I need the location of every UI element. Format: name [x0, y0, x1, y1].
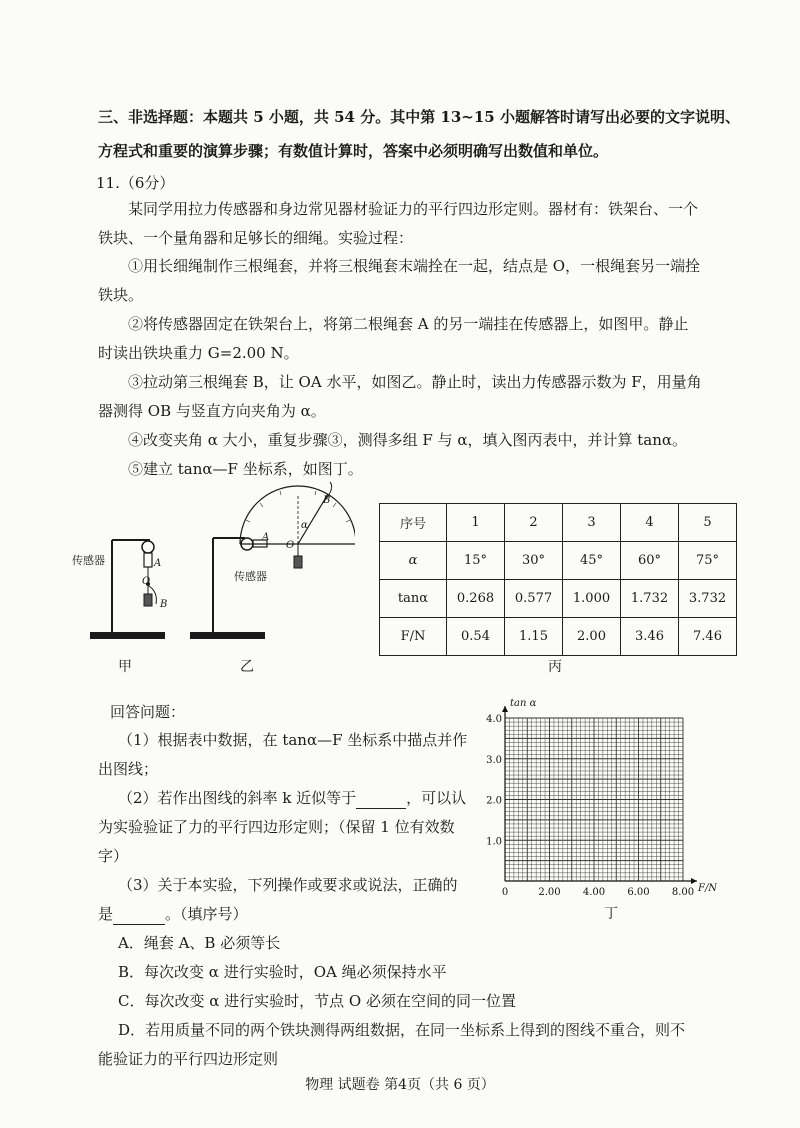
table-cell: F/N	[380, 618, 447, 656]
q2-line2: 为实验验证了力的平行四边形定则；（保留 1 位有效数	[98, 818, 455, 836]
step5-line: ⑤建立 tanα—F 坐标系，如图丁。	[128, 460, 363, 478]
x-tick-label: 6.00	[627, 887, 650, 898]
option-c: C．每次改变 α 进行实验时，节点 O 必须在空间的同一位置	[118, 992, 516, 1010]
q2-answer-blank[interactable]	[356, 788, 406, 809]
q3-text-pre: 是	[98, 905, 114, 923]
table-cell: 序号	[380, 504, 447, 542]
table-row	[380, 618, 737, 656]
graph-axes	[502, 706, 697, 884]
graph-grid	[505, 718, 683, 881]
step3-line1: ③拉动第三根绳套 B，让 OA 水平，如图乙。静止时，读出力传感器示数为 F，用量角	[128, 373, 702, 391]
figure-yi-label-alpha: α	[301, 520, 308, 531]
table-cell: α	[380, 542, 447, 580]
table-cell: 60°	[621, 542, 679, 580]
figure-yi-sensor-label: 传感器	[234, 570, 267, 583]
option-d-line2: 能验证力的平行四边形定则	[98, 1050, 279, 1068]
q3-line1: （3）关于本实验，下列操作或要求或说法，正确的	[118, 876, 458, 894]
figure-ding-caption: 丁	[604, 906, 618, 922]
option-d-line1: D．若用质量不同的两个铁块测得两组数据，在同一坐标系上得到的图线不重合，则不	[118, 1021, 686, 1039]
table-cell: 0.577	[505, 580, 563, 618]
table-row	[380, 542, 737, 580]
table-cell: 3.732	[679, 580, 737, 618]
q1-line2: 出图线；	[98, 760, 159, 778]
x-tick-label: 0	[501, 887, 509, 898]
q2-text-pre: （2）若作出图线的斜率 k 近似等于	[118, 789, 357, 807]
x-tick-label: 2.00	[538, 887, 561, 898]
option-a: A．绳套 A、B 必须等长	[118, 934, 281, 952]
x-tick-label: 4.00	[582, 887, 606, 898]
graph-tick-labels	[486, 714, 694, 898]
figure-jia-diagram	[70, 520, 180, 645]
table-cell: 3.46	[621, 618, 679, 656]
q3-line2	[98, 904, 248, 925]
figure-jia-label-O: O	[142, 576, 151, 587]
question-number: 11.（6分）	[96, 174, 175, 192]
table-cell: 3	[563, 504, 621, 542]
table-cell: 4	[621, 504, 679, 542]
x-axis-arrow	[691, 878, 697, 884]
step4-line: ④改变夹角 α 大小，重复步骤③，测得多组 F 与 α，填入图丙表中，并计算 tanα。	[128, 431, 688, 449]
q2-line1	[118, 788, 466, 809]
y-tick-label: 4.0	[486, 714, 502, 725]
q3-answer-blank[interactable]	[113, 904, 165, 925]
figure-yi-caption: 乙	[240, 659, 254, 675]
table-header-row	[380, 504, 737, 542]
table-cell: 2	[505, 504, 563, 542]
graph-x-axis-label: F/N	[698, 883, 718, 894]
q1-line1: （1）根据表中数据，在 tanα—F 坐标系中描点并作	[118, 731, 468, 749]
section-header-line2: 方程式和重要的演算步骤；有数值计算时，答案中必须明确写出数值和单位。	[98, 142, 609, 160]
table-cell: 1.15	[505, 618, 563, 656]
y-tick-label: 3.0	[486, 754, 502, 766]
intro-line1: 某同学用拉力传感器和身边常见器材验证力的平行四边形定则。器材有：铁架台、一个	[128, 200, 699, 218]
table-cell: 1	[447, 504, 505, 542]
answers-intro: 回答问题：	[110, 703, 186, 721]
q3-text-post: 。（填序号）	[165, 905, 248, 923]
section-header-line1: 三、非选择题：本题共 5 小题，共 54 分。其中第 13~15 小题解答时请写出必要的文字说明、	[98, 108, 740, 126]
table-cell: 1.732	[621, 580, 679, 618]
step1-line2: 铁块。	[98, 286, 144, 304]
step2-line2: 时读出铁块重力 G=2.00 N。	[98, 344, 299, 362]
q2-line3: 字）	[98, 847, 129, 865]
option-b: B．每次改变 α 进行实验时，OA 绳必须保持水平	[118, 963, 447, 981]
q2-text-post: ，可以认	[406, 789, 467, 807]
figure-jia-label-B: B	[160, 599, 168, 610]
table-cell: 1.000	[563, 580, 621, 618]
step3-line2: 器测得 OB 与竖直方向夹角为 α。	[98, 402, 326, 420]
figure-yi-label-A: A	[262, 532, 270, 543]
table-cell: 30°	[505, 542, 563, 580]
x-tick-label: 8.00	[671, 887, 695, 898]
table-cell: 15°	[447, 542, 505, 580]
page-footer: 物理 试题卷 第4页（共 6 页）	[305, 1077, 495, 1093]
step2-line1: ②将传感器固定在铁架台上，将第二根绳套 A 的另一端挂在传感器上，如图甲。静止	[128, 315, 689, 333]
y-tick-label: 2.0	[486, 795, 502, 807]
intro-line2: 铁块、一个量角器和足够长的细绳。实验过程：	[98, 229, 414, 247]
table-cell: 0.54	[447, 618, 505, 656]
step1-line1: ①用长细绳制作三根绳套，并将三根绳套末端拴在一起，结点是 O，一根绳套另一端拴	[128, 257, 701, 275]
tan-f-graph[interactable]	[478, 695, 728, 905]
table-cell: 5	[679, 504, 737, 542]
figure-bing-caption: 丙	[548, 659, 562, 675]
table-row	[380, 580, 737, 618]
table-cell: 2.00	[563, 618, 621, 656]
figure-yi-label-B: B	[323, 495, 331, 506]
table-cell: tanα	[380, 580, 447, 618]
figure-yi-label-O: O	[286, 540, 295, 551]
graph-y-axis-label: tan α	[510, 698, 537, 709]
data-table	[379, 503, 737, 656]
y-axis-arrow	[502, 706, 508, 712]
table-cell: 45°	[563, 542, 621, 580]
table-cell: 7.46	[679, 618, 737, 656]
figure-jia-label-A: A	[154, 558, 162, 569]
figure-jia-caption: 甲	[118, 659, 132, 675]
table-cell: 0.268	[447, 580, 505, 618]
table-cell: 75°	[679, 542, 737, 580]
figure-jia-sensor-label: 传感器	[72, 554, 105, 567]
y-tick-label: 1.0	[486, 836, 502, 848]
